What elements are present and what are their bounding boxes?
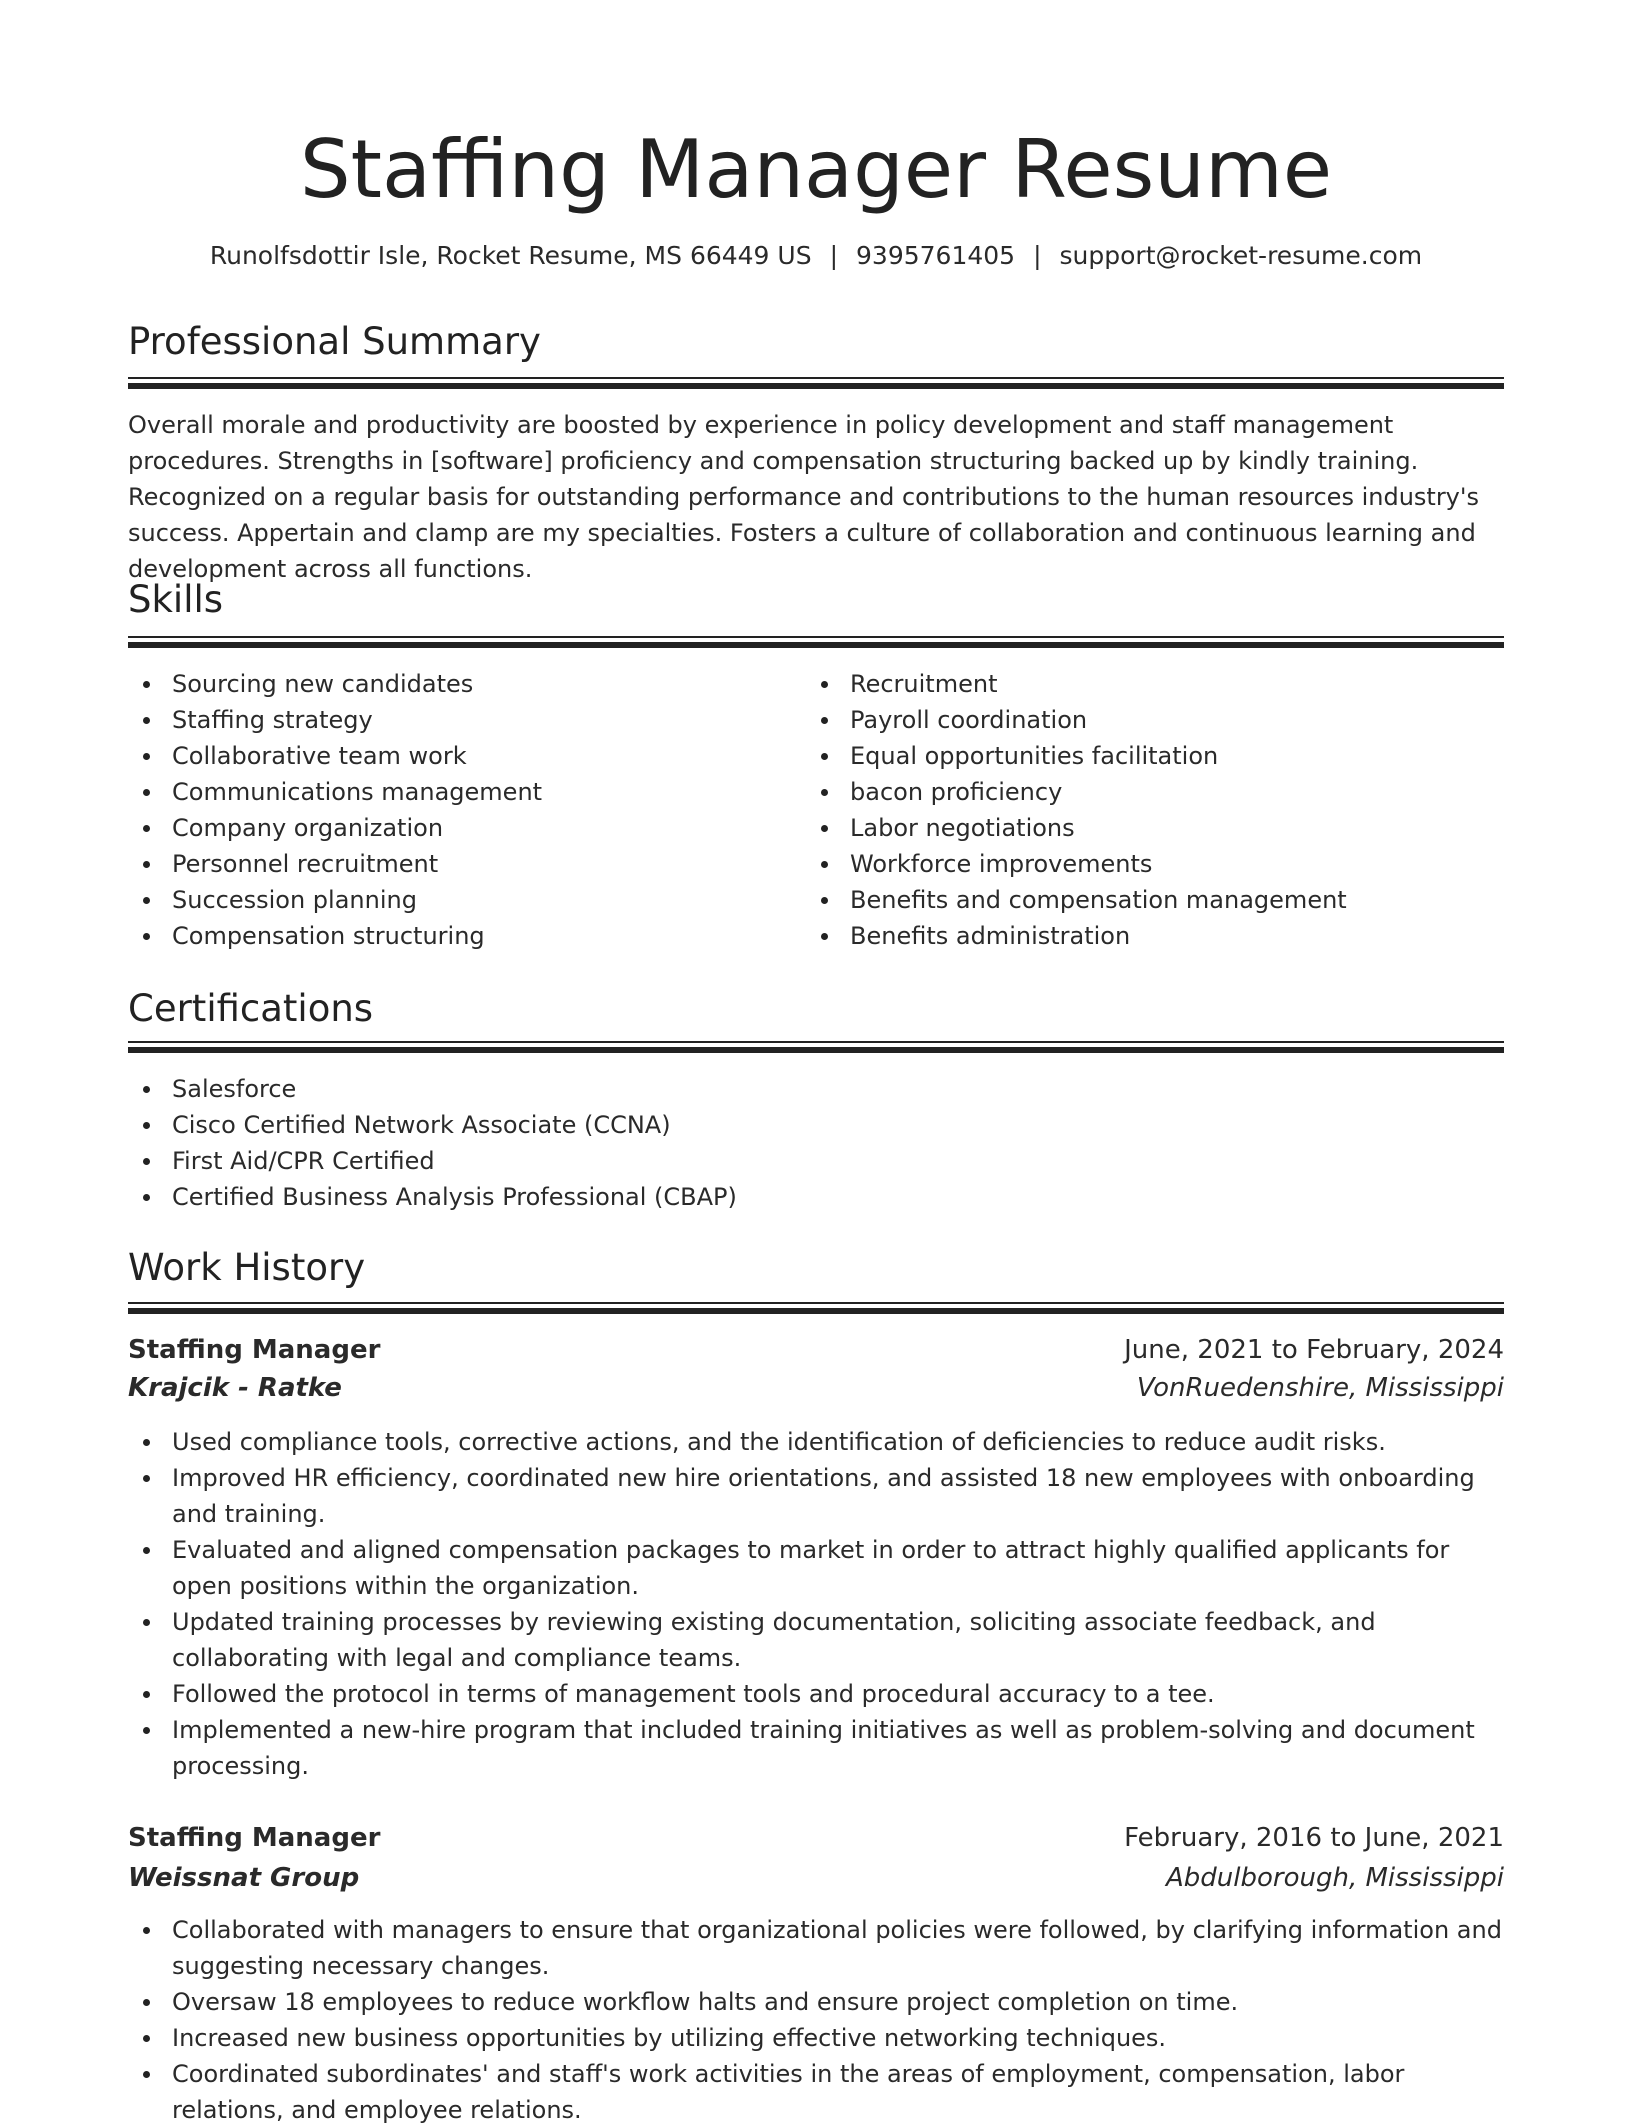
contact-separator: | [1033, 241, 1042, 270]
certification-item: Salesforce [128, 1071, 1504, 1107]
job-bullet: Collaborated with managers to ensure that organizational policies were followed, by clarifying information and suggesting necessary changes. [128, 1912, 1504, 1984]
skill-item: Benefits and compensation management [806, 882, 1504, 918]
job-title: Staffing Manager [128, 1335, 381, 1365]
certification-item: Certified Business Analysis Professional (CBAP) [128, 1179, 1504, 1215]
skill-item: Labor negotiations [806, 810, 1504, 846]
job-bullet: Used compliance tools, corrective actions, and the identification of deficiencies to reduce audit risks. [128, 1424, 1504, 1460]
skill-item: Sourcing new candidates [128, 666, 768, 702]
certifications-heading: Certifications [128, 987, 374, 1030]
job-title: Staffing Manager [128, 1823, 381, 1853]
contact-separator: | [829, 241, 839, 270]
job-bullet: Improved HR efficiency, coordinated new hire orientations, and assisted 18 new employees with onboarding and training. [128, 1460, 1504, 1532]
job-bullet: Evaluated and aligned compensation packages to market in order to attract highly qualified applicants for open positions within the organization. [128, 1532, 1504, 1604]
skill-item: Communications management [128, 774, 768, 810]
job-location: Abdulborough, Mississippi [1165, 1863, 1504, 1893]
skill-item: Collaborative team work [128, 738, 768, 774]
section-divider [128, 1041, 1504, 1053]
section-divider [128, 636, 1504, 648]
skill-item: Benefits administration [806, 918, 1504, 954]
contact-address: Runolfsdottir Isle, Rocket Resume, MS 66449 US [209, 241, 812, 270]
skill-item: Payroll coordination [806, 702, 1504, 738]
skills-list-right [806, 666, 1504, 954]
job-company: Weissnat Group [128, 1863, 360, 1893]
job-bullets [128, 1424, 1504, 1784]
skill-item: Succession planning [128, 882, 768, 918]
job-bullet: Updated training processes by reviewing existing documentation, soliciting associate feedback, and collaborating with legal and compliance teams. [128, 1604, 1504, 1676]
job-bullet: Increased new business opportunities by utilizing effective networking techniques. [128, 2020, 1504, 2056]
job-bullet: Followed the protocol in terms of management tools and procedural accuracy to a tee. [128, 1676, 1504, 1712]
contact-phone: 9395761405 [856, 241, 1016, 270]
certifications-list [128, 1071, 1504, 1215]
job-dates: February, 2016 to June, 2021 [1124, 1823, 1504, 1853]
contact-email: support@rocket-resume.com [1059, 241, 1423, 270]
section-divider [128, 377, 1504, 389]
job-bullet: Oversaw 18 employees to reduce workflow halts and ensure project completion on time. [128, 1984, 1504, 2020]
work-history-heading: Work History [128, 1246, 366, 1289]
job-dates: June, 2021 to February, 2024 [1124, 1335, 1504, 1365]
skill-item: bacon proficiency [806, 774, 1504, 810]
summary-heading: Professional Summary [128, 320, 541, 363]
skill-item: Company organization [128, 810, 768, 846]
job-bullets [128, 1912, 1504, 2128]
skill-item: Compensation structuring [128, 918, 768, 954]
section-divider [128, 1302, 1504, 1314]
job-bullet: Coordinated subordinates' and staff's work activities in the areas of employment, compensation, labor relations, and employee relations. [128, 2056, 1504, 2128]
resume-page [128, 0, 1504, 2124]
summary-text: Overall morale and productivity are boosted by experience in policy development and staff management procedures. Strengths in [software] proficiency and compensation structuring backed up by kindly training. Recognized on a regular basis for outstanding performance and contributions to the human resources industry's success. Appertain and clamp are my specialties. Fosters a culture of collaboration and continuous learning and development across all functions. [128, 411, 1479, 583]
skill-item: Staffing strategy [128, 702, 768, 738]
job-company: Krajcik - Ratke [128, 1373, 342, 1403]
skills-list-left [128, 666, 768, 954]
skill-item: Recruitment [806, 666, 1504, 702]
certification-item: Cisco Certified Network Associate (CCNA) [128, 1107, 1504, 1143]
skill-item: Equal opportunities facilitation [806, 738, 1504, 774]
certification-item: First Aid/CPR Certified [128, 1143, 1504, 1179]
job-location: VonRuedenshire, Mississippi [1136, 1373, 1504, 1403]
skill-item: Workforce improvements [806, 846, 1504, 882]
resume-title: Staffing Manager Resume [299, 123, 1333, 216]
skill-item: Personnel recruitment [128, 846, 768, 882]
skills-heading: Skills [128, 578, 224, 621]
contact-line [128, 238, 1504, 274]
job-bullet: Implemented a new-hire program that included training initiatives as well as problem-solving and document processing. [128, 1712, 1504, 1784]
